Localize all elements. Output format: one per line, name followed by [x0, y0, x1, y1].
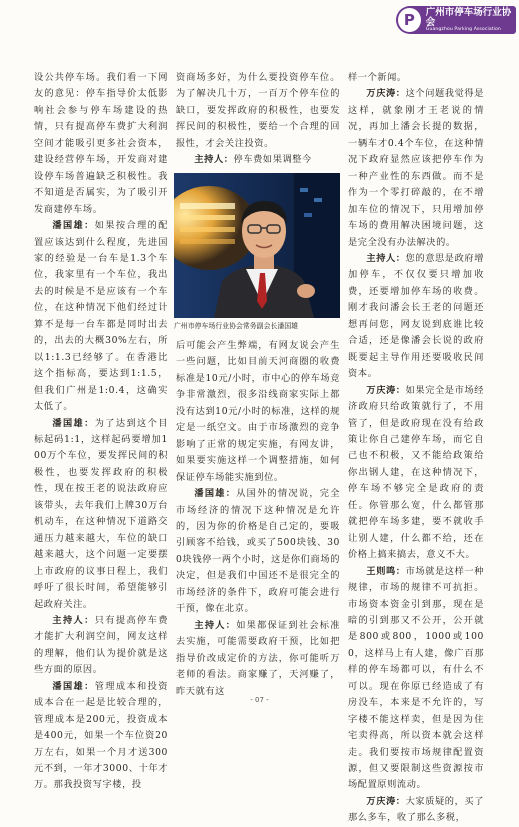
- paragraph-text: 管理成本和投资成本合在一起是比较合理的，管理成本是200元，投资成本是400元，如果一个车位资20万左右，如果一个月才送300元不到，一年才3000、十年才万。那我投资写字楼，投: [34, 680, 168, 791]
- paragraph-text: 您的意思是政府增加停车，不仅仅要只增加收费，还要增加停车场的收费。刚才我问潘会长王老的问题还想再问您，网友说到底谁比较合适，还是像潘会长说的政府既要起主导作用还要吸收民间资本。: [348, 252, 484, 380]
- paragraph-text: 资商场多好，为什么要投资停车位。为了解决几十万，一百万个停车位的缺口，要发挥政府的积极性，也要发挥民间的积极性，要给一个合理的回报性，才会关注投资。: [176, 72, 340, 149]
- org-name-en: Guangzhou Parking Association: [425, 26, 501, 32]
- speaker-label: 主持人：: [194, 619, 237, 631]
- association-logo: [396, 6, 516, 34]
- paragraph-text: 如果按合理的配置应该达到什么程度，先进国家的经验是一台车是1.3个车位，我家里有一个车位，我出去的时候是不是应该有一个车位，在这种情况下他们经过计算不是每一台车都是同时出去的，出去的大概30%左右，所以1:1.3已经够了。在香港比这个指标高，要达到1:1.5，但我们广州是1:0.4，这确实太低了。: [34, 220, 168, 413]
- photo-caption: 广州市停车场行业协会常务副会长潘国雄: [174, 322, 299, 330]
- paragraph: [34, 70, 168, 218]
- paragraph-text: 如果都保证到社会标准去实施，可能需要政府干预，比如把指导价改成定价的方法，你可能听万老师的看法。商家赚了，天河赚了，昨天就有这: [176, 619, 341, 697]
- speaker-label: 潘国雄：: [52, 220, 95, 232]
- paragraph: [34, 218, 168, 415]
- paragraph-text: 为了达到这个目标起码1:1，这样起码要增加100万个车位，要发挥民间的积极性，也要发挥政府的积极性，现在按王老的说法政府应该带头，去年我们上牌30万台机动车，在这种情况下道路交通压力越来越大，车位的缺口越来越大，这个问题一定要摆上市政府的议事日程上，我们呼吁了很长时间，希望能够引起政府关注。: [34, 417, 168, 610]
- portrait-image: [174, 173, 340, 318]
- speaker-label: 万庆涛：: [366, 88, 406, 100]
- page-number: - 07 -: [250, 696, 269, 704]
- paragraph-text: 只有提高停车费才能扩大利润空间，网友这样的理解，他们认为提价就是这些方面的原因。: [34, 614, 168, 676]
- paragraph: [34, 613, 168, 679]
- text-column-2-lower: [176, 338, 340, 700]
- org-name-cn: 广州市停车场行业协会: [425, 6, 512, 28]
- paragraph-text: 从国外的情况说，完全市场经济的情况下这种情况是允许的，因为你的价格是自己定的，要吸引顾客不给钱，或买了500块钱、300块钱停一两个小时，这是你们商场的决定，但是我们中国还不是很完全的市场经济的条件下，政府可能会进行干预，像在北京。: [176, 488, 341, 615]
- paragraph: [34, 416, 168, 613]
- text-column-2: [176, 70, 340, 169]
- speaker-label: 潘国雄：: [52, 680, 95, 692]
- speaker-label: 潘国雄：: [52, 417, 95, 429]
- paragraph: [348, 86, 484, 251]
- paragraph: [176, 338, 340, 486]
- paragraph: [348, 251, 484, 383]
- paragraph-text: 样一个新闻。: [348, 72, 407, 83]
- speaker-label: 主持人：: [194, 154, 234, 166]
- text-column-1: [34, 70, 168, 794]
- paragraph-text: 市场就是这样一种规律，市场的规律不可抗拒。市场资本资金引到那，现在是暗的引到那又不公开，公开就是800或800，1000或1000，这样马上有人建，像广百那样的停车场都可以，有什么不可以。现在你原已经造成了有房没车，本来是不允许的，写字楼不能这样卖，但是因为住宅卖得高，所以资本就会这样走。我们要按市场规律配置资源，但又要限制这些资源按市场配置原则流动。: [348, 565, 484, 791]
- paragraph: [176, 486, 340, 618]
- paragraph: [348, 564, 484, 794]
- speaker-label: 主持人：: [52, 614, 95, 626]
- speaker-label: 潘国雄：: [194, 488, 237, 500]
- paragraph: [176, 70, 340, 152]
- paragraph-text: 大家质疑的，买了那么多车，收了那么多税，: [348, 795, 484, 824]
- paragraph: [348, 794, 484, 827]
- interview-photo: [174, 173, 340, 318]
- paragraph-text: 设公共停车场。我们看一下网友的意见：停车指导价太低影响社会参与停车场建设的热情，只有提高停车费扩大利润空间才能吸引更多社会资本，建设经营停车场，开发商对建设停车场普遍缺乏积极性。我不知道是否属实，为了吸引开发商建停车场。: [34, 72, 168, 215]
- paragraph-text: 停车费如果调整今: [233, 154, 312, 166]
- speaker-label: 万庆涛：: [366, 384, 406, 396]
- paragraph-text: 这个问题我觉得是这样，就象刚才王老说的情况，再加上潘会长提的数据，一辆车才0.4个车位，在这种情况下政府显然应该把停车作为一种产业性的东西做。而不是作为一个零打碎敲的，在不增加车位的情况下，只用增加停车场的费用解决困境问题，这是完全没有办法解决的。: [348, 88, 484, 248]
- speaker-label: 主持人：: [366, 252, 406, 264]
- speaker-label: 王则鸣：: [366, 565, 406, 577]
- paragraph-text: 后可能会产生弊端，有网友说会产生一些问题，比如目前天河商圈的收费标准是10元/小时，市中心的停车场竞争非常激烈，很多沿线商家实际上都没有达到10元/小时的标准，这样的规定是一纸空文。由于市场激烈的竞争影响了正常的规定实施，有网友讲，如果要实施这样一个调整措施，如何保证停车场能实施到位。: [176, 340, 340, 483]
- text-column-3: [348, 70, 484, 827]
- paragraph: [176, 618, 340, 700]
- parking-p-icon: P: [398, 8, 421, 32]
- paragraph: [176, 152, 340, 168]
- paragraph: [348, 383, 484, 564]
- speaker-label: 万庆涛：: [366, 795, 406, 807]
- paragraph: [348, 70, 484, 86]
- paragraph-text: 如果完全是市场经济政府只给政策就行了，不用管了，但是政府现在没有给政策让你自己建停车场，而它自己也不积极，又不能给政策给你出钢人建，在这种情况下，停车场不够完全是政府的责任。你管那么宽，什么都管那就把停车场多建，要不就收手让别人建，什么都不给，还在价格上搞来搞去，意义不大。: [348, 384, 484, 561]
